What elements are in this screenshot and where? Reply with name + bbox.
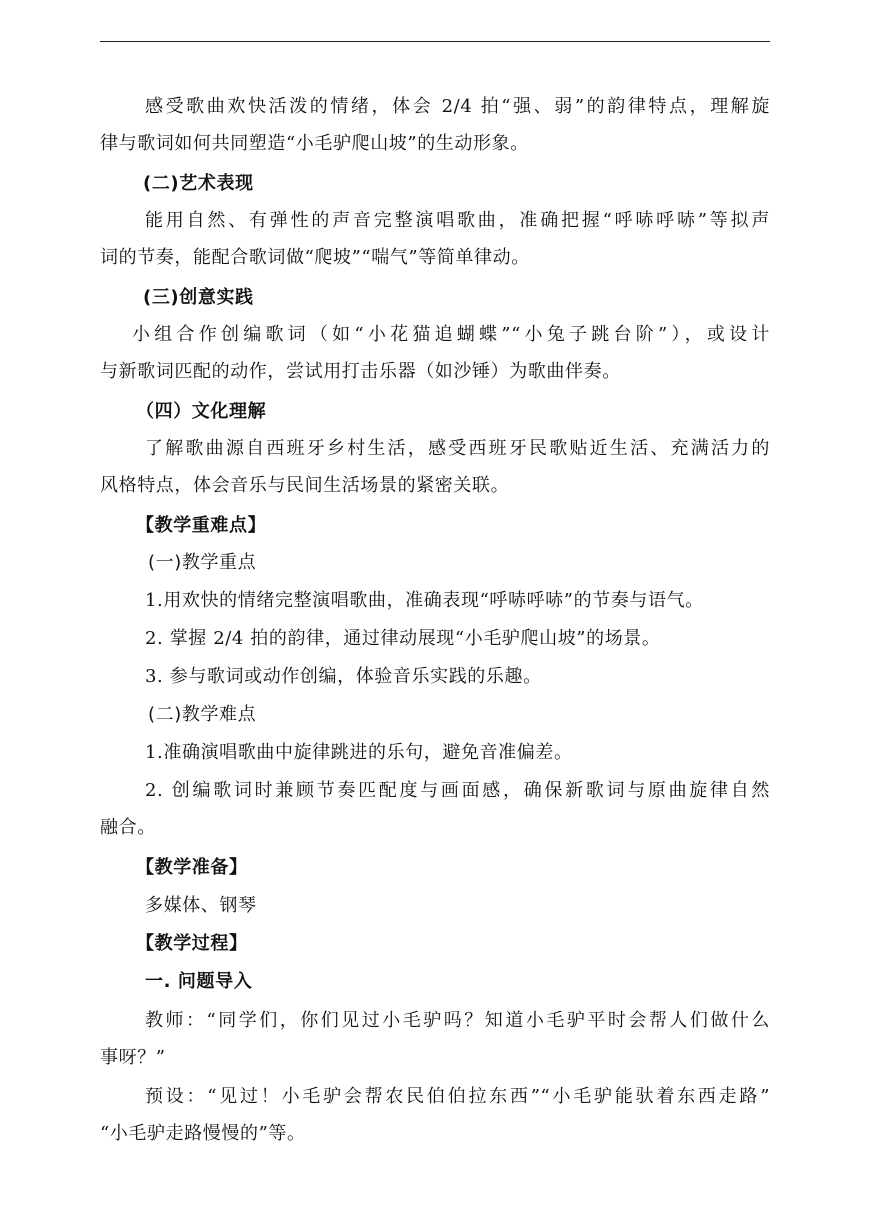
key-point-2: 2. 掌握 2/4 拍的韵律，通过律动展现“小毛驴爬山坡”的场景。 xyxy=(145,628,661,649)
preparation-heading: 【教学准备】 xyxy=(136,857,248,878)
goal-3-line-1: 小组合作创编歌词（如“小花猫追蝴蝶”“小兔子跳台阶”），或设计 xyxy=(132,324,770,345)
difficult-point-2-line-2: 融合。 xyxy=(100,817,156,838)
preparation-text: 多媒体、钢琴 xyxy=(145,895,257,916)
goal-1-line-2: 律与歌词如何共同塑造“小毛驴爬山坡”的生动形象。 xyxy=(100,133,529,154)
key-difficult-heading: 【教学重难点】 xyxy=(136,515,267,536)
goal-3-heading: (三)创意实践 xyxy=(143,287,254,308)
difficult-point-1: 1.准确演唱歌曲中旋律跳进的乐句，避免音准偏差。 xyxy=(145,742,573,763)
goal-1-line-1: 感受歌曲欢快活泼的情绪，体会 2/4 拍“强、弱”的韵律特点，理解旋 xyxy=(145,96,770,117)
goal-4-line-1: 了解歌曲源自西班牙乡村生活，感受西班牙民歌贴近生活、充满活力的 xyxy=(145,438,770,459)
goal-4-line-2: 风格特点，体会音乐与民间生活场景的紧密关联。 xyxy=(100,475,510,496)
goal-2-line-1: 能用自然、有弹性的声音完整演唱歌曲，准确把握“呼哧呼哧”等拟声 xyxy=(145,210,770,231)
teacher-line-1: 教师：“同学们，你们见过小毛驴吗？知道小毛驴平时会帮人们做什么 xyxy=(145,1010,770,1031)
preset-line-1: 预设：“见过！小毛驴会帮农民伯伯拉东西”“小毛驴能驮着东西走路” xyxy=(145,1086,770,1107)
key-points-heading: (一)教学重点 xyxy=(148,552,257,573)
difficult-points-heading: (二)教学难点 xyxy=(148,704,257,725)
process-heading: 【教学过程】 xyxy=(136,933,248,954)
difficult-point-2-line-1: 2. 创编歌词时兼顾节奏匹配度与画面感，确保新歌词与原曲旋律自然 xyxy=(145,780,770,801)
teacher-line-2: 事呀？” xyxy=(100,1047,166,1068)
header-rule xyxy=(100,41,770,42)
preset-line-2: “小毛驴走路慢慢的”等。 xyxy=(100,1123,306,1144)
goal-3-line-2: 与新歌词匹配的动作，尝试用打击乐器（如沙锤）为歌曲伴奏。 xyxy=(100,361,621,382)
key-point-3: 3. 参与歌词或动作创编，体验音乐实践的乐趣。 xyxy=(145,666,542,687)
step-1-heading: 一. 问题导入 xyxy=(145,971,253,992)
key-point-1: 1.用欢快的情绪完整演唱歌曲，准确表现“呼哧呼哧”的节奏与语气。 xyxy=(145,590,704,611)
goal-4-heading: （四）文化理解 xyxy=(136,401,267,422)
goal-2-heading: (二)艺术表现 xyxy=(143,173,254,194)
goal-2-line-2: 词的节奏，能配合歌词做“爬坡”“喘气”等简单律动。 xyxy=(100,247,530,268)
